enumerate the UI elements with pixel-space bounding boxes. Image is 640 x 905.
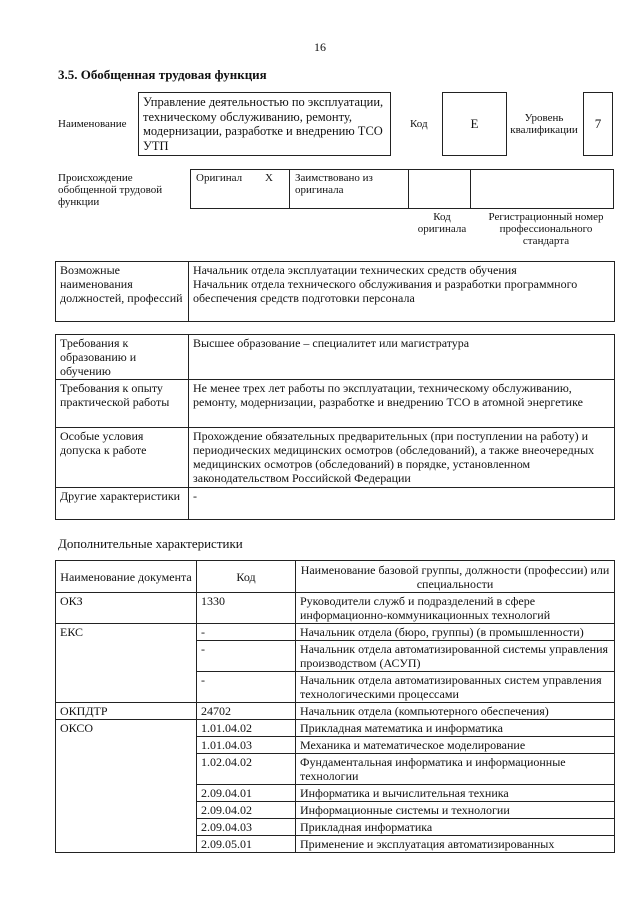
positions-table	[55, 261, 615, 322]
function-name-value: Управление деятельностью по эксплуатации, техническому обслуживанию, ремонту, модернизации, разработке и внедрению ТСО УТП	[143, 95, 384, 153]
position-line: Начальник отдела эксплуатации технических средств обучения	[193, 263, 517, 277]
row-doc	[56, 819, 197, 836]
row-code: -	[197, 672, 296, 703]
row-code: -	[197, 624, 296, 641]
position-line: Начальник отдела технического обслуживания и разработки программного обеспечения средств подготовки персонала	[193, 277, 578, 305]
req-value-conditions: Прохождение обязательных предварительных (при поступлении на работу) и периодических медицинских осмотров (обследований), а также внеочередных медицинских осмотров (обследований) в порядке, установленном законодательством Российской Федерации	[189, 428, 615, 488]
req-value-education: Высшее образование – специалитет или магистратура	[189, 335, 615, 380]
req-label-conditions: Особые условия допуска к работе	[56, 428, 189, 488]
reg-number-caption: Регистрационный номер профессионального стандарта	[488, 211, 604, 247]
row-name: Начальник отдела автоматизированной системы управления производством (АСУП)	[296, 641, 615, 672]
row-doc	[56, 836, 197, 853]
origin-mark: X	[265, 172, 273, 184]
row-doc	[56, 754, 197, 785]
origin-divider-3	[470, 169, 471, 209]
section-title: 3.5. Обобщенная трудовая функция	[58, 67, 267, 82]
row-code: -	[197, 641, 296, 672]
row-doc	[56, 785, 197, 802]
code-value: E	[470, 116, 479, 131]
level-value: 7	[594, 116, 602, 131]
row-doc: ЕКС	[56, 624, 197, 641]
name-label: Наименование	[58, 118, 127, 130]
additional-table	[55, 560, 615, 853]
row-name: Механика и математическое моделирование	[296, 737, 615, 754]
row-doc	[56, 802, 197, 819]
row-name: Начальник отдела (бюро, группы) (в промышленности)	[296, 624, 615, 641]
code-original-caption: Код оригинала	[417, 211, 467, 235]
row-code: 24702	[197, 703, 296, 720]
page-number: 16	[314, 40, 326, 54]
row-doc	[56, 641, 197, 672]
req-value-other: -	[189, 488, 615, 520]
header-code: Код	[197, 561, 296, 593]
level-label: Уровень квалификации	[510, 112, 578, 136]
origin-original: Оригинал	[196, 172, 243, 184]
row-code: 1.02.04.02	[197, 754, 296, 785]
origin-borrowed: Заимствовано из оригинала	[295, 172, 373, 196]
row-code: 1330	[197, 593, 296, 624]
row-name: Применение и эксплуатация автоматизированных	[296, 836, 615, 853]
row-code: 2.09.04.03	[197, 819, 296, 836]
req-label-other: Другие характеристики	[56, 488, 189, 520]
row-name: Прикладная математика и информатика	[296, 720, 615, 737]
row-name: Информационные системы и технологии	[296, 802, 615, 819]
row-doc: ОКЗ	[56, 593, 197, 624]
row-code: 2.09.04.02	[197, 802, 296, 819]
row-doc: ОКСО	[56, 720, 197, 737]
function-name-box	[138, 92, 391, 156]
header-doc: Наименование документа	[56, 561, 197, 593]
origin-divider-2	[408, 169, 409, 209]
row-code: 1.01.04.03	[197, 737, 296, 754]
row-code: 1.01.04.02	[197, 720, 296, 737]
row-name: Начальник отдела автоматизированных систем управления технологическими процессами	[296, 672, 615, 703]
additional-title: Дополнительные характеристики	[58, 536, 243, 551]
positions-label: Возможные наименования должностей, профессий	[56, 262, 189, 322]
row-name: Информатика и вычислительная техника	[296, 785, 615, 802]
row-doc: ОКПДТР	[56, 703, 197, 720]
row-name: Фундаментальная информатика и информационные технологии	[296, 754, 615, 785]
code-box	[442, 92, 507, 156]
row-name: Руководители служб и подразделений в сфере информационно-коммуникационных технологий	[296, 593, 615, 624]
level-box	[583, 92, 613, 156]
origin-label: Происхождение обобщенной трудовой функции	[58, 172, 163, 208]
row-name: Начальник отдела (компьютерного обеспечения)	[296, 703, 615, 720]
requirements-table	[55, 334, 615, 520]
row-code: 2.09.05.01	[197, 836, 296, 853]
row-name: Прикладная информатика	[296, 819, 615, 836]
req-value-experience: Не менее трех лет работы по эксплуатации, техническому обслуживанию, ремонту, модернизации, разработке и внедрению ТСО в атомной энергетике	[189, 380, 615, 428]
positions-value	[189, 262, 615, 322]
code-label: Код	[410, 118, 428, 130]
origin-divider-1	[289, 169, 290, 209]
req-label-education: Требования к образованию и обучению	[56, 335, 189, 380]
row-doc	[56, 737, 197, 754]
row-doc	[56, 672, 197, 703]
req-label-experience: Требования к опыту практической работы	[56, 380, 189, 428]
header-name: Наименование базовой группы, должности (профессии) или специальности	[296, 561, 615, 593]
row-code: 2.09.04.01	[197, 785, 296, 802]
